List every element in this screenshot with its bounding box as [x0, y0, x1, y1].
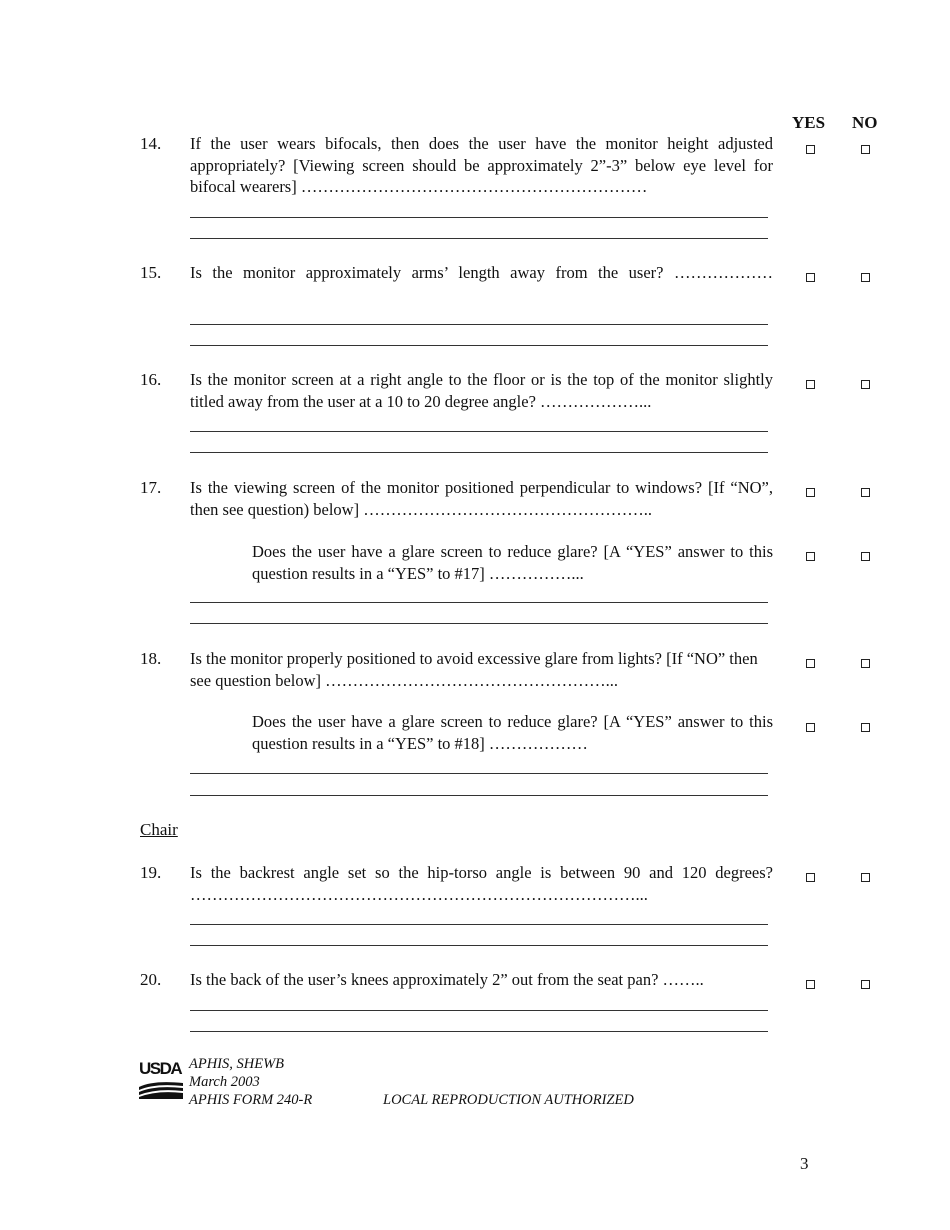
question-17-sub-text: Does the user have a glare screen to reduce glare? [A “YES” answer to this question results in a “YES” to #17] ……………... — [252, 542, 773, 583]
question-15-no-checkbox[interactable] — [861, 273, 870, 282]
question-14-answer-line-2[interactable] — [190, 238, 768, 239]
question-17-number: 17. — [140, 478, 162, 497]
question-15-number: 15. — [140, 263, 162, 282]
question-14-text: If the user wears bifocals, then does the user have the monitor height adjusted appropriately? [Viewing screen should be approximately 2”-3” below eye level for bifocal wearers] ……………………………………………………… — [190, 134, 773, 196]
section-heading-chair: Chair — [140, 820, 178, 839]
footer-date: March 2003 — [189, 1074, 260, 1090]
question-17-answer-line-2[interactable] — [190, 623, 768, 624]
question-14-number: 14. — [140, 134, 162, 153]
question-14-yes-checkbox[interactable] — [806, 145, 815, 154]
question-19-yes-checkbox[interactable] — [806, 873, 815, 882]
question-16-answer-line-1[interactable] — [190, 431, 768, 432]
usda-logo — [139, 1060, 183, 1100]
question-18-sub-yes-checkbox[interactable] — [806, 723, 815, 732]
question-19-answer-line-1[interactable] — [190, 924, 768, 925]
page-number: 3 — [800, 1154, 809, 1173]
question-19-text: Is the backrest angle set so the hip-torso angle is between 90 and 120 degrees? ………………………………………………………………………... — [190, 863, 773, 904]
question-14-no-checkbox[interactable] — [861, 145, 870, 154]
question-20-answer-line-1[interactable] — [190, 1010, 768, 1011]
question-16-yes-checkbox[interactable] — [806, 380, 815, 389]
question-20-no-checkbox[interactable] — [861, 980, 870, 989]
usda-logo-hills-icon — [139, 1079, 183, 1099]
usda-logo-text: USDA — [139, 1059, 182, 1078]
question-17-yes-checkbox[interactable] — [806, 488, 815, 497]
question-17-answer-line-1[interactable] — [190, 602, 768, 603]
question-17-text: Is the viewing screen of the monitor positioned perpendicular to windows? [If “NO”, then see question) below] …………………………………………….. — [190, 478, 773, 519]
question-19-number: 19. — [140, 863, 162, 882]
question-17-sub-no-checkbox[interactable] — [861, 552, 870, 561]
question-18-text: Is the monitor properly positioned to avoid excessive glare from lights? [If “NO” then see question below] ……………………………………………... — [190, 649, 758, 690]
question-18-sub-text: Does the user have a glare screen to reduce glare? [A “YES” answer to this question results in a “YES” to #18] ……………… — [252, 712, 773, 753]
question-15-answer-line-1[interactable] — [190, 324, 768, 325]
question-18-answer-line-1[interactable] — [190, 773, 768, 774]
question-15-yes-checkbox[interactable] — [806, 273, 815, 282]
question-15-text: Is the monitor approximately arms’ length away from the user? ……………… — [190, 263, 773, 282]
question-20-text: Is the back of the user’s knees approximately 2” out from the seat pan? …….. — [190, 970, 704, 989]
question-20-number: 20. — [140, 970, 162, 989]
question-18-answer-line-2[interactable] — [190, 795, 768, 796]
no-column-header: NO — [852, 113, 878, 132]
question-17-sub-yes-checkbox[interactable] — [806, 552, 815, 561]
footer-form-number: APHIS FORM 240-R — [189, 1092, 313, 1108]
question-19-answer-line-2[interactable] — [190, 945, 768, 946]
question-16-text: Is the monitor screen at a right angle to the floor or is the top of the monitor slightly titled away from the user at a 10 to 20 degree angle? ………………... — [190, 370, 773, 411]
question-14-answer-line-1[interactable] — [190, 217, 768, 218]
question-16-no-checkbox[interactable] — [861, 380, 870, 389]
question-18-number: 18. — [140, 649, 162, 668]
footer-authorization: LOCAL REPRODUCTION AUTHORIZED — [383, 1092, 634, 1108]
question-15-answer-line-2[interactable] — [190, 345, 768, 346]
question-18-yes-checkbox[interactable] — [806, 659, 815, 668]
question-17-no-checkbox[interactable] — [861, 488, 870, 497]
question-16-answer-line-2[interactable] — [190, 452, 768, 453]
yes-column-header: YES — [792, 113, 826, 132]
question-19-no-checkbox[interactable] — [861, 873, 870, 882]
footer-org: APHIS, SHEWB — [189, 1056, 285, 1072]
question-20-answer-line-2[interactable] — [190, 1031, 768, 1032]
question-18-sub-no-checkbox[interactable] — [861, 723, 870, 732]
question-16-number: 16. — [140, 370, 162, 389]
question-20-yes-checkbox[interactable] — [806, 980, 815, 989]
question-18-no-checkbox[interactable] — [861, 659, 870, 668]
